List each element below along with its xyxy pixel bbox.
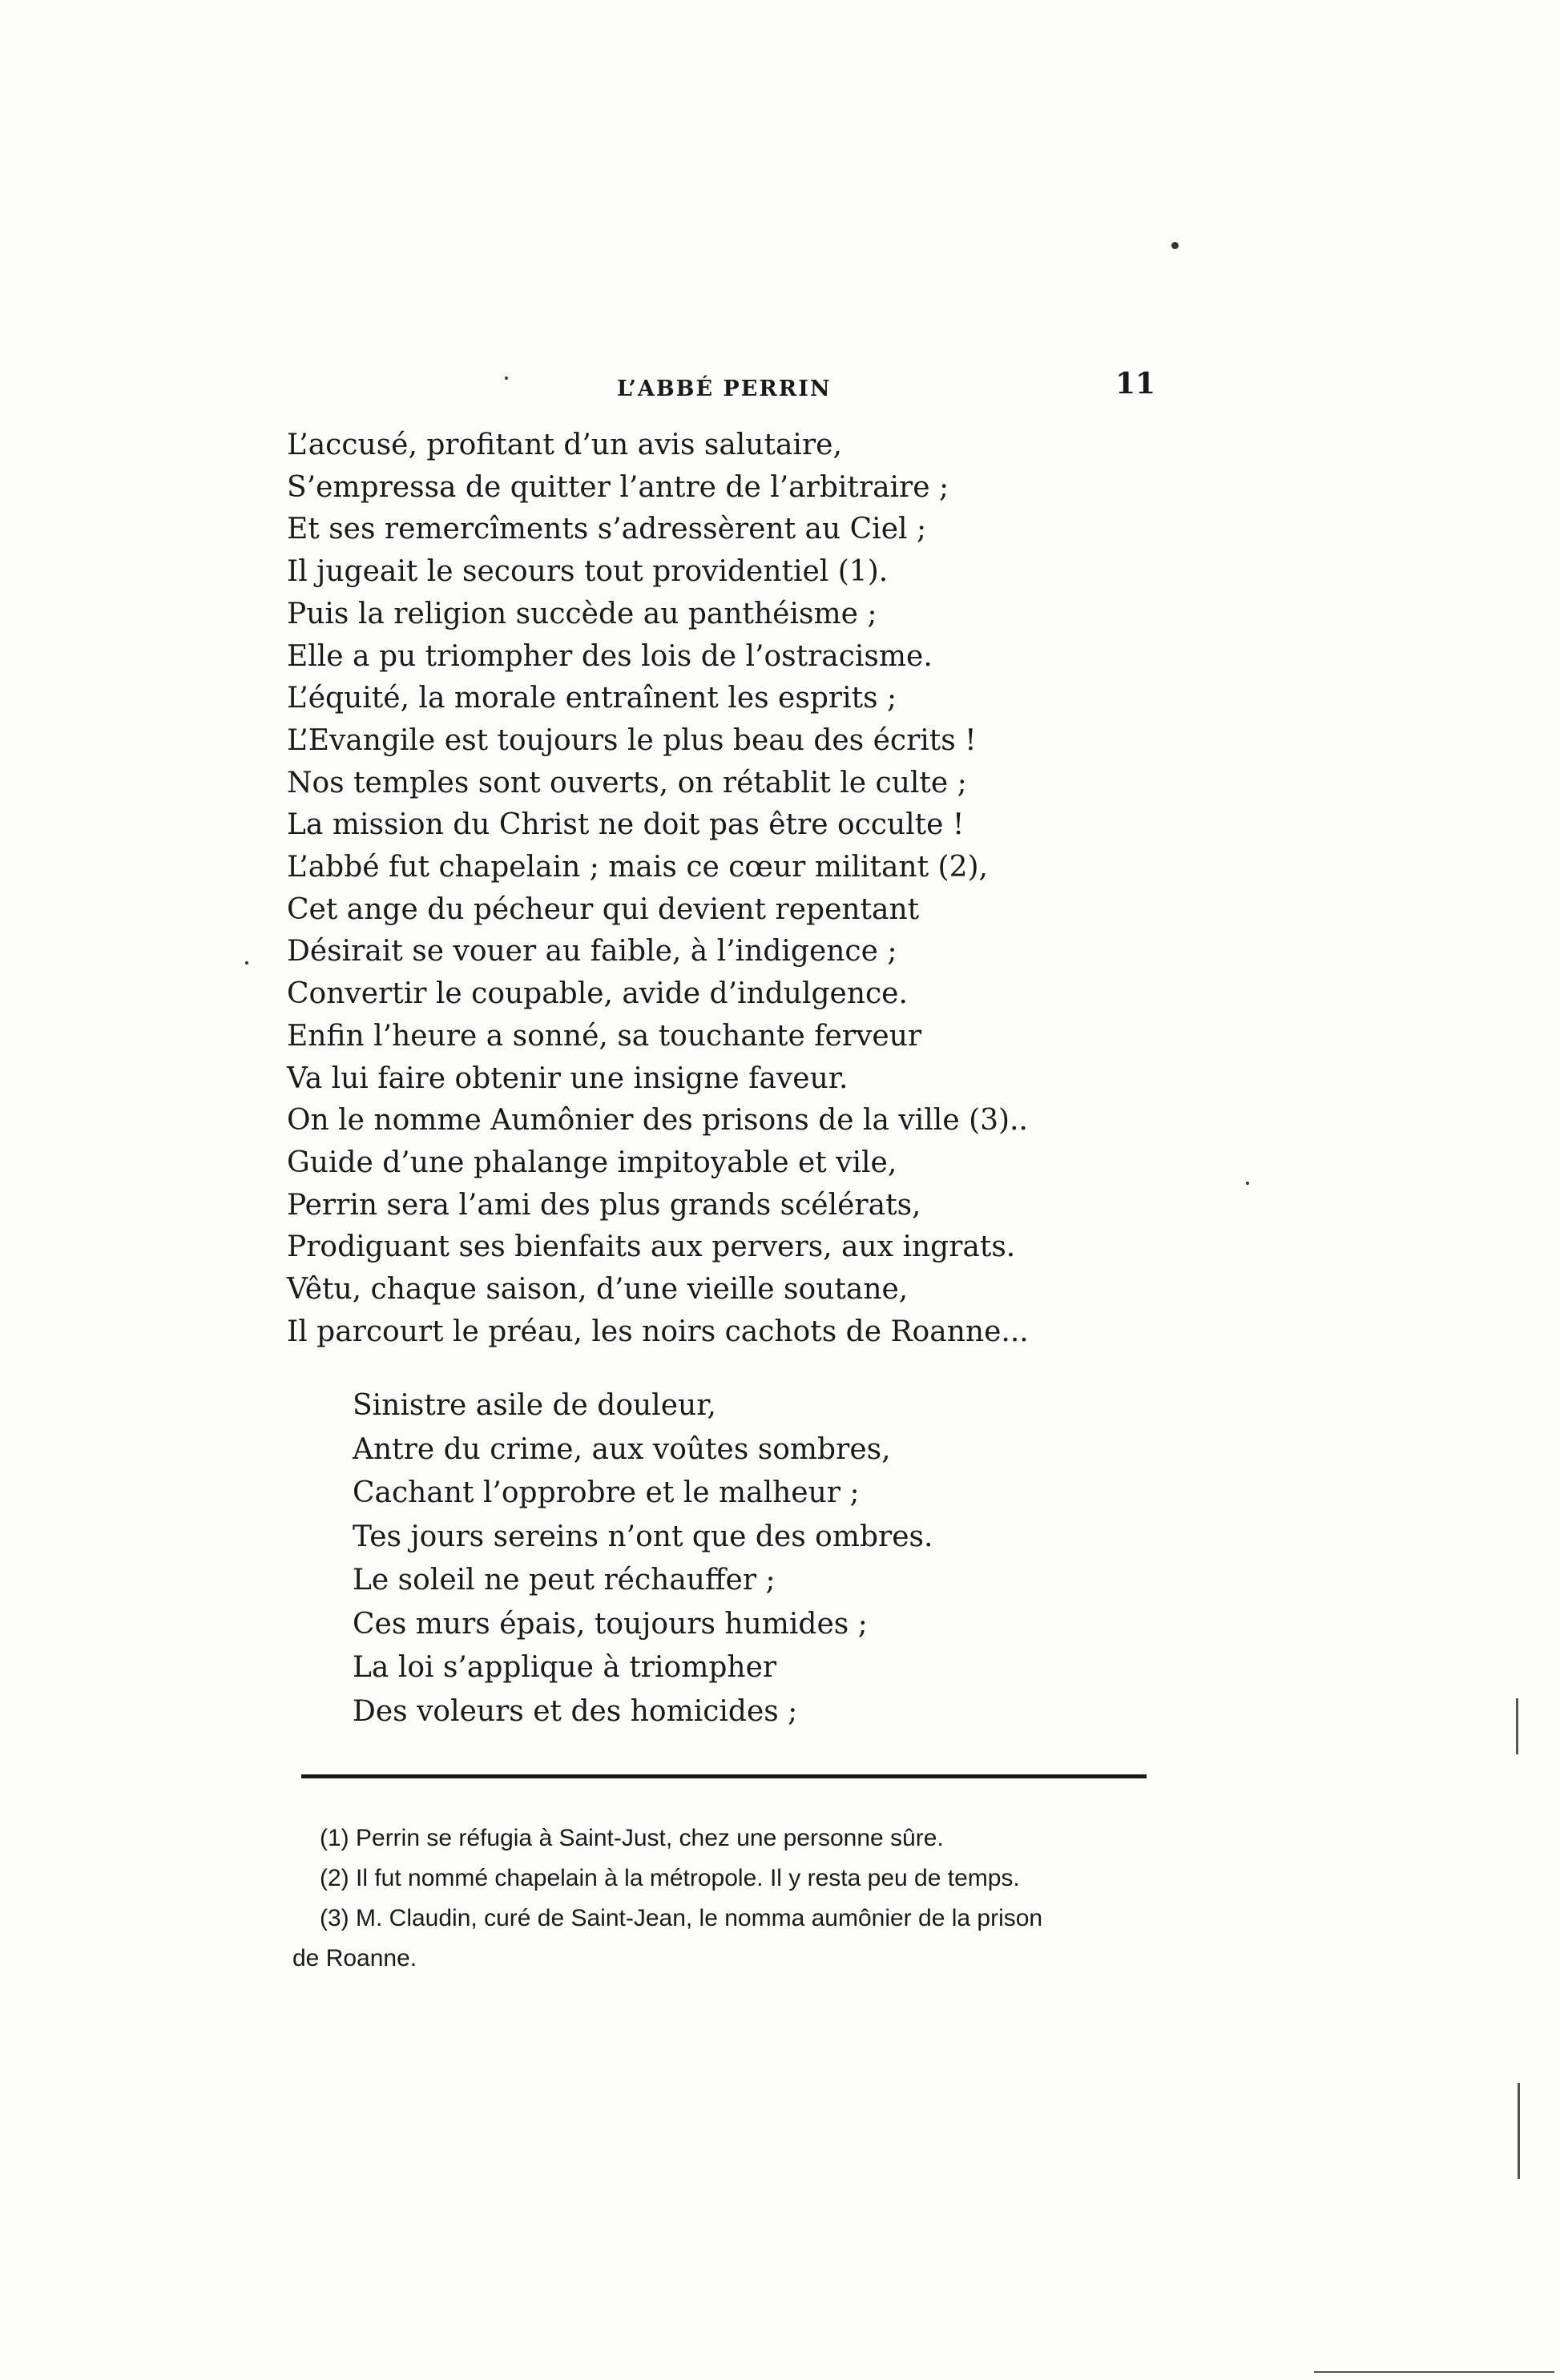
poem-line: Guide d’une phalange impitoyable et vile,	[287, 1146, 897, 1179]
stanza-line: Tes jours sereins n’ont que des ombres.	[353, 1520, 933, 1553]
footnotes	[292, 1818, 1158, 1979]
poem-line: La mission du Christ ne doit pas être occulte !	[287, 808, 965, 842]
poem-line: Vêtu, chaque saison, d’une vieille soutane,	[287, 1273, 909, 1307]
stanza-line: Le soleil ne peut réchauffer ;	[353, 1564, 776, 1597]
running-title: L’ABBÉ PERRIN	[617, 377, 832, 401]
footnote-continuation: de Roanne.	[292, 1945, 417, 1971]
poem-line: On le nomme Aumônier des prisons de la ville (3)..	[287, 1104, 1028, 1138]
scan-edge-mark	[1518, 2083, 1520, 2179]
footnote: (3) M. Claudin, curé de Saint-Jean, le nomma aumônier de la prison	[320, 1905, 1043, 1931]
poem-line: Perrin sera l’ami des plus grands scélérats,	[287, 1188, 921, 1222]
poem-line: Il jugeait le secours tout providentiel (1).	[287, 555, 889, 589]
stanza-line: Des voleurs et des homicides ;	[353, 1694, 798, 1728]
poem-line: L’accusé, profitant d’un avis salutaire,	[287, 429, 842, 461]
stanza-line: La loi s’applique à triompher	[353, 1651, 777, 1684]
poem-stanza	[353, 1384, 933, 1734]
scan-edge-mark	[1314, 2371, 1554, 2373]
stanza-line: Ces murs épais, toujours humides ;	[353, 1607, 868, 1641]
scan-edge-mark	[1516, 1698, 1518, 1754]
poem-line: S’empressa de quitter l’antre de l’arbitraire ;	[287, 470, 949, 504]
poem-line: Enfin l’heure a sonné, sa touchante ferveur	[287, 1019, 922, 1053]
poem-line: Prodiguant ses bienfaits aux pervers, aux ingrats.	[287, 1230, 1016, 1264]
footnote-separator-rule	[301, 1774, 1147, 1778]
stanza-line: Cachant l’opprobre et le malheur ;	[353, 1476, 860, 1509]
poem-verses	[287, 425, 1029, 1353]
poem-line: Elle a pu triompher des lois de l’ostracisme.	[287, 639, 933, 673]
poem-line: Convertir le coupable, avide d’indulgence.	[287, 977, 908, 1011]
poem-line: L’équité, la morale entraînent les esprits ;	[287, 682, 897, 715]
poem-line: Désirait se vouer au faible, à l’indigence ;	[287, 935, 897, 969]
ink-speck	[245, 961, 248, 964]
footnote: (1) Perrin se réfugia à Saint-Just, chez une personne sûre.	[320, 1825, 944, 1851]
stanza-line: Antre du crime, aux voûtes sombres,	[353, 1432, 891, 1466]
poem-line: Et ses remercîments s’adressèrent au Ciel ;	[287, 513, 927, 546]
poem-line: Cet ange du pécheur qui devient repentant	[287, 892, 920, 926]
page-number: 11	[1115, 367, 1156, 401]
ink-speck	[1171, 242, 1179, 249]
footnote: (2) Il fut nommé chapelain à la métropole. Il y resta peu de temps.	[320, 1865, 1020, 1891]
poem-line: Nos temples sont ouverts, on rétablit le culte ;	[287, 766, 967, 799]
stanza-line: Sinistre asile de douleur,	[353, 1389, 716, 1422]
poem-line: Il parcourt le préau, les noirs cachots de Roanne...	[287, 1315, 1029, 1348]
poem-line: Puis la religion succède au panthéisme ;	[287, 597, 877, 630]
ink-speck	[1246, 1182, 1249, 1185]
ink-speck	[505, 377, 508, 380]
poem-line: Va lui faire obtenir une insigne faveur.	[287, 1061, 849, 1095]
poem-line: L’abbé fut chapelain ; mais ce cœur militant (2),	[287, 851, 988, 884]
poem-line: L’Evangile est toujours le plus beau des écrits !	[287, 723, 977, 757]
